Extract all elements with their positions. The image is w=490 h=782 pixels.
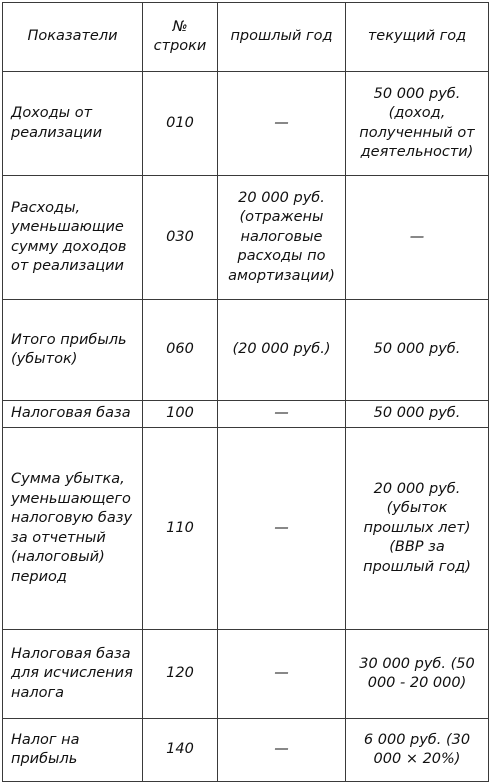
row-current-year: 50 000 руб. (доход, полученный от деятельности) [346, 72, 489, 176]
row-line-no: 120 [143, 630, 218, 719]
row-current-year: 20 000 руб. (убыток прошлых лет) (ВВР за прошлый год) [346, 428, 489, 630]
row-current-year: 50 000 руб. [346, 300, 489, 401]
header-prev-year: прошлый год [218, 3, 346, 72]
header-indicator: Показатели [3, 3, 143, 72]
row-prev-year: — [218, 630, 346, 719]
row-prev-year: — [218, 72, 346, 176]
row-prev-year: — [218, 719, 346, 782]
row-current-year: 30 000 руб. (50 000 - 20 000) [346, 630, 489, 719]
table-row [3, 72, 489, 176]
table-row [3, 300, 489, 401]
row-prev-year: (20 000 руб.) [218, 300, 346, 401]
table-row [3, 401, 489, 428]
row-current-year: 6 000 руб. (30 000 × 20%) [346, 719, 489, 782]
row-line-no: 010 [143, 72, 218, 176]
row-indicator: Налоговая база [3, 401, 143, 428]
header-line-no: № строки [143, 3, 218, 72]
row-prev-year: 20 000 руб. (отражены налоговые расходы по амортизации) [218, 176, 346, 300]
row-indicator: Расходы, уменьшающие сумму доходов от реализации [3, 176, 143, 300]
header-row [3, 3, 489, 72]
row-line-no: 030 [143, 176, 218, 300]
row-indicator: Доходы от реализации [3, 72, 143, 176]
table-row [3, 630, 489, 719]
row-line-no: 140 [143, 719, 218, 782]
row-prev-year: — [218, 428, 346, 630]
row-line-no: 110 [143, 428, 218, 630]
row-indicator: Налог на прибыль [3, 719, 143, 782]
row-current-year: 50 000 руб. [346, 401, 489, 428]
row-current-year: — [346, 176, 489, 300]
table-row [3, 176, 489, 300]
row-indicator: Сумма убытка, уменьшающего налоговую базу за отчетный (налоговый) период [3, 428, 143, 630]
header-current-year: текущий год [346, 3, 489, 72]
tax-report-table [2, 2, 489, 782]
table-row [3, 428, 489, 630]
row-prev-year: — [218, 401, 346, 428]
row-line-no: 060 [143, 300, 218, 401]
row-line-no: 100 [143, 401, 218, 428]
row-indicator: Итого прибыль (убыток) [3, 300, 143, 401]
table-row [3, 719, 489, 782]
row-indicator: Налоговая база для исчисления налога [3, 630, 143, 719]
